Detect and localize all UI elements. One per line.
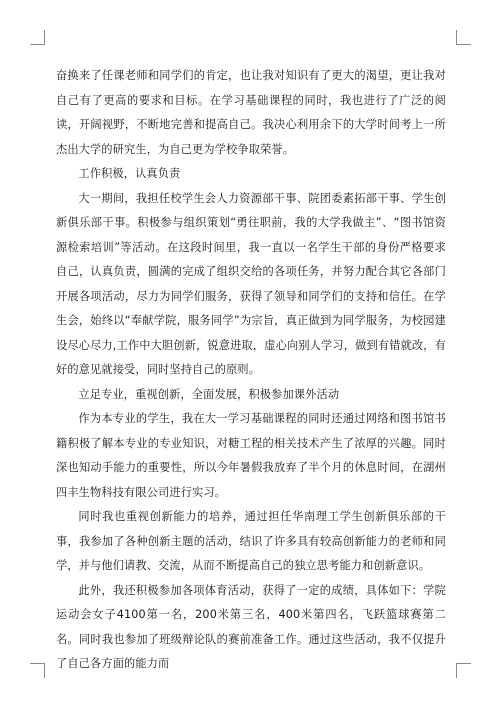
paragraph-continuation: 奋换来了任课老师和同学们的肯定，也让我对知识有了更大的渴望，更让我对自己有了更高的要求和目标。在学习基础课程的同时，我也进行了广泛的阅读，开阔视野，不断地完善和提高自己。我决心利用余下的大学时间考上一所杰出大学的研究生，为自己更为学校争取荣誉。 [56,69,446,156]
paragraph-innovation: 同时我也重视创新能力的培养，通过担任华南理工学生创新俱乐部的干事，我参加了各种创新主题的活动，结识了许多具有较高创新能力的老师和同学，并与他们请教、交流，从而不断提高自己的独立思考能力和创新意识。 [56,510,446,572]
paragraph-sports: 此外，我还积极参加各项体育活动，获得了一定的成绩，具体如下：学院运动会女子4100第一名，200米第三名，400米第四名，飞跃篮球赛第二名。同时我也参加了班级辩论队的赛前准备工作。通过这些活动，我不仅提升了自己各方面的能力而 [56,583,446,670]
crop-mark-top-left [30,30,45,45]
crop-mark-bottom-left [30,663,45,678]
paragraph-work: 大一期间，我担任校学生会人力资源部干事、院团委素拓部干事、学生创新俱乐部干事。积极参与组织策划“勇往职前，我的大学我做主”、“图书馆资源检索培训”等活动。在这段时间里，我一直以一名学生干部的身份严格要求自己，认真负责，圆满的完成了组织交给的各项任务，并努力配合其它各部门开展各项活动，尽力为同学们服务，获得了领导和同学们的支持和信任。在学生会，始终以“奉献学院，服务同学”为宗旨，真正做到为同学服务，为校园建设尽心尽力,工作中大胆创新，锐意进取，虚心向别人学习，做到有错就改，有好的意见就接受，同时坚持自己的原则。 [56,191,446,376]
section-heading-major: 立足专业，重视创新，全面发展，积极参加课外活动 [78,387,340,401]
crop-mark-top-right [456,30,471,45]
section-heading-work: 工作积极，认真负责 [78,167,181,180]
paragraph-major: 作为本专业的学生，我在大一学习基础课程的同时还通过网络和图书馆书籍积极了解本专业的专业知识，对糖工程的相关技术产生了浓厚的兴趣。同时深也知动手能力的重要性，所以今年暑假我放弃了半个月的休息时间，在湖州四丰生物科技有限公司进行实习。 [56,412,446,499]
document-body [56,64,446,677]
crop-mark-bottom-right [456,663,471,678]
